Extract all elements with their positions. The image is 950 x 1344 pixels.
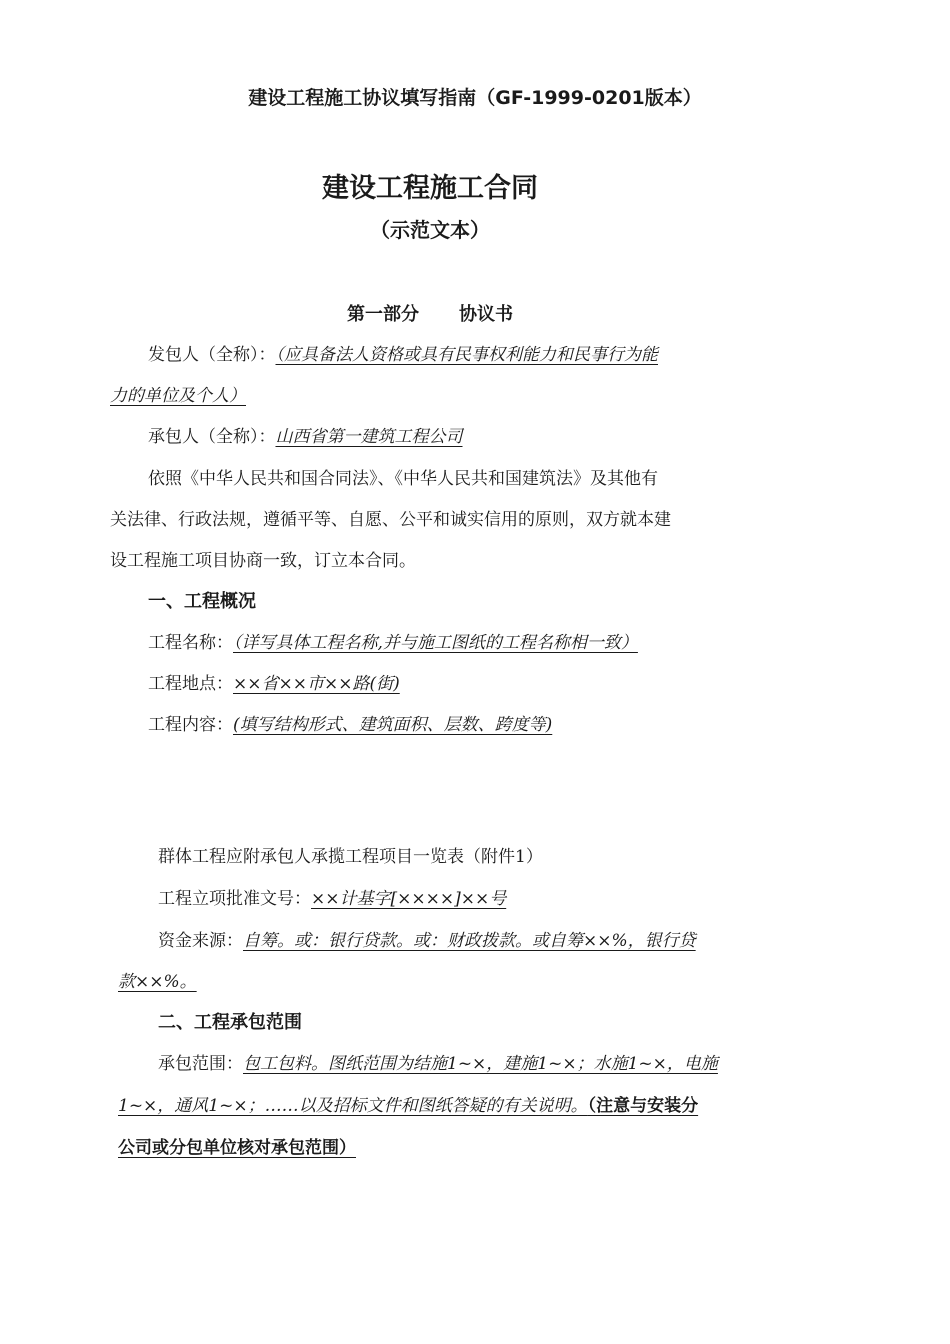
funding-label: 资金来源： <box>158 931 243 951</box>
project-name-label: 工程名称： <box>148 633 233 653</box>
group-project-note: 群体工程应附承包人承揽工程项目一览表（附件1） <box>158 847 543 867</box>
approval-label: 工程立项批准文号： <box>158 889 311 909</box>
project-content-value: (填写结构形式、建筑面积、层数、跨度等) <box>233 715 553 735</box>
project-name-value: （详写具体工程名称,并与施工图纸的工程名称相一致） <box>233 633 638 653</box>
funding-line <box>158 929 696 953</box>
section-2-heading: 二、工程承包范围 <box>158 1012 302 1033</box>
basis-paragraph-line-2: 关法律、行政法规，遵循平等、自愿、公平和诚实信用的原则，双方就本建 <box>110 510 671 530</box>
scope-label: 承包范围： <box>158 1054 243 1074</box>
contractor-label: 承包人（全称）： <box>148 427 276 447</box>
employer-line <box>148 343 658 367</box>
part-label: 第一部分 <box>347 304 419 325</box>
employer-value-2: 力的单位及个人） <box>110 386 246 406</box>
section-1-heading: 一、工程概况 <box>148 591 256 612</box>
funding-value-2: 款××%。 <box>118 972 197 992</box>
part-heading <box>0 303 860 327</box>
project-location-label: 工程地点： <box>148 674 233 694</box>
employer-label: 发包人（全称）： <box>148 345 276 365</box>
basis-paragraph-line-3: 设工程施工项目协商一致，订立本合同。 <box>110 551 416 571</box>
scope-line <box>158 1052 718 1076</box>
contractor-value: 山西省第一建筑工程公司 <box>275 427 463 447</box>
scope-value-2: 1~×，通风1~×；……以及招标文件和图纸答疑的有关说明。 <box>118 1096 588 1116</box>
scope-value-1: 包工包料。图纸范围为结施1~×，建施1~×；水施1~×，电施 <box>243 1054 718 1074</box>
project-content-line <box>148 713 552 737</box>
part-name: 协议书 <box>459 304 513 325</box>
project-location-line <box>148 672 400 696</box>
project-location-value: ××省××市××路(街) <box>233 674 400 694</box>
contract-title: 建设工程施工合同 <box>322 173 538 204</box>
basis-paragraph-line-1: 依照《中华人民共和国合同法》、《中华人民共和国建筑法》及其他有 <box>148 469 658 489</box>
approval-number-line <box>158 887 506 911</box>
contractor-line <box>148 425 463 449</box>
project-content-label: 工程内容： <box>148 715 233 735</box>
scope-note-1: （注意与安装分 <box>587 1096 699 1116</box>
scope-line-2 <box>118 1094 698 1118</box>
employer-value-1: （应具备法人资格或具有民事权利能力和民事行为能 <box>275 345 658 365</box>
scope-note-2: 公司或分包单位核对承包范围） <box>118 1138 356 1158</box>
contract-subtitle: （示范文本） <box>370 218 490 242</box>
funding-line-2 <box>118 970 197 994</box>
approval-value: ××计基字[××××]××号 <box>311 889 507 909</box>
funding-value-1: 自筹。或：银行贷款。或：财政拨款。或自筹××%，银行贷 <box>243 931 696 951</box>
document-header-title: 建设工程施工协议填写指南（GF-1999-0201版本） <box>248 87 702 109</box>
scope-line-3 <box>118 1136 356 1160</box>
project-name-line <box>148 631 638 655</box>
employer-line-2 <box>110 384 246 408</box>
